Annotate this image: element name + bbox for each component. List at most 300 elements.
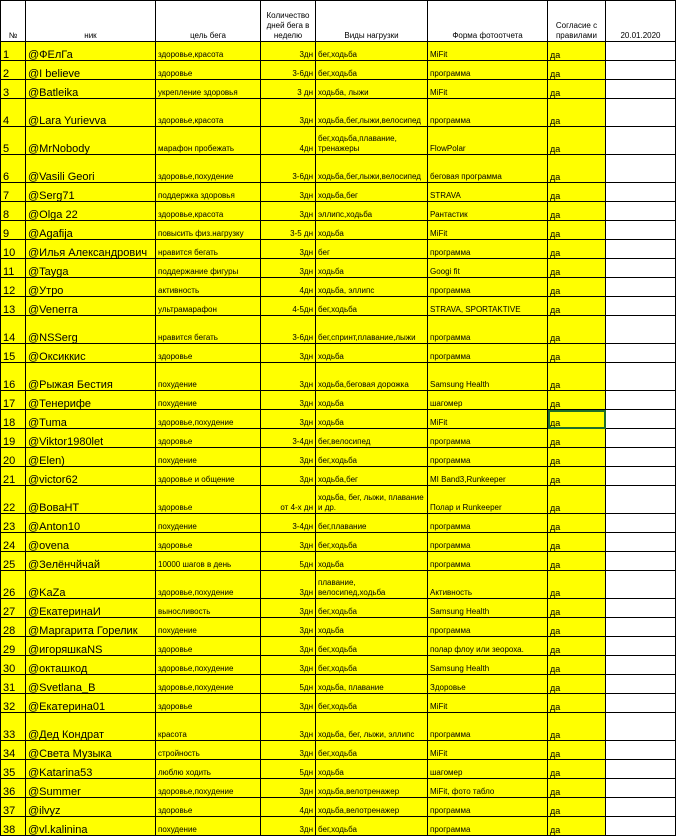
- cell-days[interactable]: 3дн: [261, 99, 316, 127]
- cell-types[interactable]: бег,ходьба: [316, 599, 428, 618]
- cell-days[interactable]: 3-4дн: [261, 429, 316, 448]
- cell-nick[interactable]: @KaZa: [26, 571, 156, 599]
- cell-types[interactable]: ходьба, эллипс: [316, 278, 428, 297]
- cell-date[interactable]: [606, 278, 676, 297]
- cell-nick[interactable]: @ЕкатеринаИ: [26, 599, 156, 618]
- cell-types[interactable]: бег,ходьба: [316, 61, 428, 80]
- cell-report[interactable]: Активность: [428, 571, 548, 599]
- cell-date[interactable]: [606, 675, 676, 694]
- cell-date[interactable]: [606, 571, 676, 599]
- cell-num[interactable]: 1: [1, 42, 26, 61]
- cell-num[interactable]: 36: [1, 779, 26, 798]
- cell-ok[interactable]: да: [548, 155, 606, 183]
- cell-types[interactable]: ходьба, бег, лыжи, плавание и др.: [316, 486, 428, 514]
- cell-date[interactable]: [606, 741, 676, 760]
- cell-report[interactable]: STRAVA: [428, 183, 548, 202]
- cell-date[interactable]: [606, 779, 676, 798]
- cell-num[interactable]: 21: [1, 467, 26, 486]
- cell-ok[interactable]: да: [548, 183, 606, 202]
- cell-report[interactable]: программа: [428, 514, 548, 533]
- cell-date[interactable]: [606, 183, 676, 202]
- cell-num[interactable]: 17: [1, 391, 26, 410]
- cell-days[interactable]: 3 дн: [261, 80, 316, 99]
- cell-num[interactable]: 10: [1, 240, 26, 259]
- cell-days[interactable]: 5дн: [261, 760, 316, 779]
- cell-goal[interactable]: люблю ходить: [156, 760, 261, 779]
- cell-date[interactable]: [606, 618, 676, 637]
- cell-num[interactable]: 6: [1, 155, 26, 183]
- cell-report[interactable]: программа: [428, 61, 548, 80]
- cell-goal[interactable]: здоровье,похудение: [156, 410, 261, 429]
- cell-days[interactable]: 3дн: [261, 618, 316, 637]
- cell-ok[interactable]: да: [548, 675, 606, 694]
- cell-types[interactable]: ходьба: [316, 760, 428, 779]
- cell-types[interactable]: плавание, велосипед,ходьба: [316, 571, 428, 599]
- cell-ok[interactable]: да: [548, 42, 606, 61]
- cell-report[interactable]: MI Band3,Runkeeper: [428, 467, 548, 486]
- cell-types[interactable]: бег,спринт,плавание,лыжи: [316, 316, 428, 344]
- cell-goal[interactable]: активность: [156, 278, 261, 297]
- cell-goal[interactable]: здоровье: [156, 637, 261, 656]
- cell-goal[interactable]: здоровье: [156, 344, 261, 363]
- cell-days[interactable]: 3-5 дн: [261, 221, 316, 240]
- cell-nick[interactable]: @Утро: [26, 278, 156, 297]
- cell-types[interactable]: ходьба: [316, 618, 428, 637]
- cell-num[interactable]: 15: [1, 344, 26, 363]
- cell-goal[interactable]: повысить физ.нагрузку: [156, 221, 261, 240]
- cell-report[interactable]: MiFit: [428, 80, 548, 99]
- cell-num[interactable]: 20: [1, 448, 26, 467]
- cell-goal[interactable]: 10000 шагов в день: [156, 552, 261, 571]
- cell-date[interactable]: [606, 599, 676, 618]
- cell-goal[interactable]: похудение: [156, 514, 261, 533]
- cell-nick[interactable]: @Agafija: [26, 221, 156, 240]
- cell-num[interactable]: 28: [1, 618, 26, 637]
- cell-days[interactable]: 4-5дн: [261, 297, 316, 316]
- cell-days[interactable]: 3дн: [261, 713, 316, 741]
- cell-days[interactable]: 3дн: [261, 448, 316, 467]
- cell-date[interactable]: [606, 694, 676, 713]
- cell-types[interactable]: ходьба, лыжи: [316, 80, 428, 99]
- cell-date[interactable]: [606, 221, 676, 240]
- cell-types[interactable]: бег,ходьба: [316, 42, 428, 61]
- cell-date[interactable]: [606, 259, 676, 278]
- cell-types[interactable]: бег,плавание: [316, 514, 428, 533]
- cell-nick[interactable]: @NSSerg: [26, 316, 156, 344]
- cell-date[interactable]: [606, 297, 676, 316]
- cell-num[interactable]: 32: [1, 694, 26, 713]
- cell-types[interactable]: ходьба,бег,лыжи,велосипед: [316, 99, 428, 127]
- cell-num[interactable]: 23: [1, 514, 26, 533]
- cell-days[interactable]: 3дн: [261, 571, 316, 599]
- cell-nick[interactable]: @ВоваНТ: [26, 486, 156, 514]
- cell-ok[interactable]: да: [548, 80, 606, 99]
- cell-nick[interactable]: @Elen): [26, 448, 156, 467]
- cell-days[interactable]: 5дн: [261, 552, 316, 571]
- cell-date[interactable]: [606, 637, 676, 656]
- header-cell-num[interactable]: №: [1, 1, 26, 42]
- cell-types[interactable]: бег,ходьба: [316, 297, 428, 316]
- cell-days[interactable]: 3дн: [261, 533, 316, 552]
- cell-ok[interactable]: да: [548, 713, 606, 741]
- cell-ok[interactable]: да: [548, 741, 606, 760]
- cell-days[interactable]: 3дн: [261, 202, 316, 221]
- cell-days[interactable]: 3дн: [261, 637, 316, 656]
- cell-days[interactable]: 3дн: [261, 741, 316, 760]
- cell-days[interactable]: 3-6дн: [261, 61, 316, 80]
- cell-date[interactable]: [606, 202, 676, 221]
- cell-ok[interactable]: да: [548, 552, 606, 571]
- header-cell-agreement[interactable]: Согласие с правилами: [548, 1, 606, 42]
- cell-report[interactable]: шагомер: [428, 760, 548, 779]
- cell-days[interactable]: 4дн: [261, 798, 316, 817]
- cell-report[interactable]: программа: [428, 316, 548, 344]
- cell-num[interactable]: 7: [1, 183, 26, 202]
- cell-date[interactable]: [606, 552, 676, 571]
- cell-days[interactable]: 4дн: [261, 127, 316, 155]
- cell-nick[interactable]: @Svetlana_B: [26, 675, 156, 694]
- cell-date[interactable]: [606, 42, 676, 61]
- cell-nick[interactable]: @Рыжая Бестия: [26, 363, 156, 391]
- cell-days[interactable]: 3дн: [261, 344, 316, 363]
- cell-date[interactable]: [606, 429, 676, 448]
- cell-days[interactable]: 3-6дн: [261, 155, 316, 183]
- cell-nick[interactable]: @Serg71: [26, 183, 156, 202]
- cell-types[interactable]: эллипс,ходьба: [316, 202, 428, 221]
- cell-days[interactable]: 3дн: [261, 656, 316, 675]
- cell-num[interactable]: 31: [1, 675, 26, 694]
- cell-num[interactable]: 4: [1, 99, 26, 127]
- cell-nick[interactable]: @Тенерифе: [26, 391, 156, 410]
- cell-goal[interactable]: похудение: [156, 618, 261, 637]
- cell-nick[interactable]: @Olga 22: [26, 202, 156, 221]
- cell-nick[interactable]: @ФЕлГа: [26, 42, 156, 61]
- cell-days[interactable]: 5дн: [261, 675, 316, 694]
- cell-ok[interactable]: да: [548, 467, 606, 486]
- cell-num[interactable]: 24: [1, 533, 26, 552]
- cell-nick[interactable]: @Света Музыка: [26, 741, 156, 760]
- cell-ok[interactable]: да: [548, 99, 606, 127]
- cell-goal[interactable]: похудение: [156, 363, 261, 391]
- cell-report[interactable]: программа: [428, 278, 548, 297]
- cell-num[interactable]: 5: [1, 127, 26, 155]
- cell-date[interactable]: [606, 127, 676, 155]
- cell-nick[interactable]: @Katarina53: [26, 760, 156, 779]
- cell-nick[interactable]: @Tuma: [26, 410, 156, 429]
- cell-num[interactable]: 27: [1, 599, 26, 618]
- cell-goal[interactable]: марафон пробежать: [156, 127, 261, 155]
- cell-types[interactable]: ходьба: [316, 344, 428, 363]
- cell-goal[interactable]: красота: [156, 713, 261, 741]
- cell-date[interactable]: [606, 533, 676, 552]
- cell-goal[interactable]: здоровье: [156, 61, 261, 80]
- cell-ok[interactable]: да: [548, 486, 606, 514]
- cell-goal[interactable]: похудение: [156, 391, 261, 410]
- cell-goal[interactable]: здоровье и общение: [156, 467, 261, 486]
- cell-num[interactable]: 25: [1, 552, 26, 571]
- cell-ok[interactable]: да: [548, 514, 606, 533]
- cell-num[interactable]: 19: [1, 429, 26, 448]
- cell-nick[interactable]: @victor62: [26, 467, 156, 486]
- cell-nick[interactable]: @Summer: [26, 779, 156, 798]
- cell-ok[interactable]: да: [548, 61, 606, 80]
- cell-types[interactable]: бег,ходьба: [316, 817, 428, 836]
- cell-date[interactable]: [606, 656, 676, 675]
- cell-report[interactable]: MiFit: [428, 741, 548, 760]
- cell-report[interactable]: STRAVA, SPORTAKTIVE: [428, 297, 548, 316]
- cell-goal[interactable]: нравится бегать: [156, 240, 261, 259]
- cell-num[interactable]: 33: [1, 713, 26, 741]
- cell-ok[interactable]: да: [548, 297, 606, 316]
- cell-ok[interactable]: да: [548, 798, 606, 817]
- cell-num[interactable]: 3: [1, 80, 26, 99]
- cell-ok[interactable]: да: [548, 259, 606, 278]
- cell-date[interactable]: [606, 316, 676, 344]
- header-cell-days[interactable]: Количество дней бега в неделю: [261, 1, 316, 42]
- cell-date[interactable]: [606, 363, 676, 391]
- cell-date[interactable]: [606, 61, 676, 80]
- cell-date[interactable]: [606, 467, 676, 486]
- cell-ok[interactable]: да: [548, 278, 606, 297]
- cell-goal[interactable]: ультрамарафон: [156, 297, 261, 316]
- cell-types[interactable]: бег,ходьба: [316, 694, 428, 713]
- cell-num[interactable]: 35: [1, 760, 26, 779]
- cell-num[interactable]: 9: [1, 221, 26, 240]
- cell-date[interactable]: [606, 391, 676, 410]
- cell-date[interactable]: [606, 240, 676, 259]
- cell-date[interactable]: [606, 514, 676, 533]
- header-cell-date[interactable]: 20.01.2020: [606, 1, 676, 42]
- cell-types[interactable]: ходьба: [316, 410, 428, 429]
- cell-goal[interactable]: укрепление здоровья: [156, 80, 261, 99]
- cell-types[interactable]: бег,ходьба: [316, 741, 428, 760]
- cell-nick[interactable]: @Tayga: [26, 259, 156, 278]
- cell-ok[interactable]: да: [548, 127, 606, 155]
- cell-goal[interactable]: похудение: [156, 817, 261, 836]
- cell-nick[interactable]: @Viktor1980let: [26, 429, 156, 448]
- cell-num[interactable]: 29: [1, 637, 26, 656]
- cell-nick[interactable]: @Venerra: [26, 297, 156, 316]
- cell-nick[interactable]: @Екатерина01: [26, 694, 156, 713]
- cell-ok[interactable]: да: [548, 599, 606, 618]
- header-cell-goal[interactable]: цель бега: [156, 1, 261, 42]
- cell-ok[interactable]: да: [548, 779, 606, 798]
- cell-types[interactable]: ходьба: [316, 391, 428, 410]
- cell-num[interactable]: 2: [1, 61, 26, 80]
- cell-nick[interactable]: @Маргарита Горелик: [26, 618, 156, 637]
- cell-types[interactable]: ходьба,велотренажер: [316, 779, 428, 798]
- cell-types[interactable]: ходьба, плавание: [316, 675, 428, 694]
- cell-report[interactable]: Здоровье: [428, 675, 548, 694]
- cell-nick[interactable]: @игоряшкаNS: [26, 637, 156, 656]
- cell-date[interactable]: [606, 486, 676, 514]
- cell-goal[interactable]: здоровье,красота: [156, 202, 261, 221]
- cell-ok[interactable]: да: [548, 429, 606, 448]
- cell-types[interactable]: бег,ходьба: [316, 448, 428, 467]
- cell-num[interactable]: 8: [1, 202, 26, 221]
- cell-nick[interactable]: @vl.kalinina: [26, 817, 156, 836]
- cell-nick[interactable]: @Batleika: [26, 80, 156, 99]
- cell-ok[interactable]: да: [548, 760, 606, 779]
- cell-nick[interactable]: @окташкод: [26, 656, 156, 675]
- cell-types[interactable]: бег,ходьба: [316, 656, 428, 675]
- cell-goal[interactable]: здоровье,похудение: [156, 571, 261, 599]
- cell-report[interactable]: Рантастик: [428, 202, 548, 221]
- cell-nick[interactable]: @Зелёнчйчай: [26, 552, 156, 571]
- cell-types[interactable]: ходьба,бег,лыжи,велосипед: [316, 155, 428, 183]
- cell-goal[interactable]: здоровье: [156, 798, 261, 817]
- cell-report[interactable]: программа: [428, 448, 548, 467]
- cell-report[interactable]: программа: [428, 344, 548, 363]
- cell-num[interactable]: 18: [1, 410, 26, 429]
- cell-num[interactable]: 34: [1, 741, 26, 760]
- cell-num[interactable]: 37: [1, 798, 26, 817]
- cell-report[interactable]: Samsung Health: [428, 656, 548, 675]
- cell-goal[interactable]: похудение: [156, 448, 261, 467]
- cell-num[interactable]: 14: [1, 316, 26, 344]
- cell-date[interactable]: [606, 155, 676, 183]
- cell-ok[interactable]: да: [548, 448, 606, 467]
- cell-report[interactable]: Googi fit: [428, 259, 548, 278]
- cell-ok[interactable]: да: [548, 618, 606, 637]
- cell-days[interactable]: 3дн: [261, 391, 316, 410]
- cell-goal[interactable]: стройность: [156, 741, 261, 760]
- cell-goal[interactable]: выносливость: [156, 599, 261, 618]
- cell-num[interactable]: 26: [1, 571, 26, 599]
- cell-report[interactable]: программа: [428, 99, 548, 127]
- cell-num[interactable]: 38: [1, 817, 26, 836]
- cell-days[interactable]: от 4-х дн: [261, 486, 316, 514]
- cell-report[interactable]: MiFit: [428, 410, 548, 429]
- cell-goal[interactable]: здоровье: [156, 533, 261, 552]
- cell-report[interactable]: Samsung Health: [428, 363, 548, 391]
- cell-date[interactable]: [606, 448, 676, 467]
- cell-report[interactable]: MiFit: [428, 221, 548, 240]
- cell-days[interactable]: 3дн: [261, 42, 316, 61]
- cell-nick[interactable]: @ovena: [26, 533, 156, 552]
- cell-report[interactable]: программа: [428, 713, 548, 741]
- cell-goal[interactable]: здоровье,похудение: [156, 675, 261, 694]
- cell-report[interactable]: MiFit: [428, 42, 548, 61]
- cell-ok[interactable]: да: [548, 391, 606, 410]
- cell-types[interactable]: ходьба,бег: [316, 183, 428, 202]
- cell-report[interactable]: полар флоу или зеороха.: [428, 637, 548, 656]
- cell-days[interactable]: 3дн: [261, 694, 316, 713]
- cell-goal[interactable]: нравится бегать: [156, 316, 261, 344]
- cell-date[interactable]: [606, 410, 676, 429]
- cell-date[interactable]: [606, 817, 676, 836]
- cell-goal[interactable]: здоровье: [156, 429, 261, 448]
- cell-ok[interactable]: да: [548, 533, 606, 552]
- cell-goal[interactable]: здоровье,красота: [156, 99, 261, 127]
- cell-report[interactable]: программа: [428, 618, 548, 637]
- header-cell-nick[interactable]: ник: [26, 1, 156, 42]
- cell-nick[interactable]: @Anton10: [26, 514, 156, 533]
- cell-report[interactable]: программа: [428, 240, 548, 259]
- cell-goal[interactable]: здоровье: [156, 486, 261, 514]
- cell-days[interactable]: 3дн: [261, 599, 316, 618]
- cell-report[interactable]: MiFit: [428, 694, 548, 713]
- cell-ok[interactable]: да: [548, 316, 606, 344]
- cell-types[interactable]: бег,ходьба: [316, 637, 428, 656]
- cell-days[interactable]: 3дн: [261, 779, 316, 798]
- cell-ok[interactable]: да: [548, 221, 606, 240]
- cell-days[interactable]: 3дн: [261, 240, 316, 259]
- cell-goal[interactable]: здоровье,похудение: [156, 779, 261, 798]
- cell-ok[interactable]: да: [548, 240, 606, 259]
- cell-days[interactable]: 3дн: [261, 259, 316, 278]
- cell-ok[interactable]: да: [548, 637, 606, 656]
- cell-days[interactable]: 3-6дн: [261, 316, 316, 344]
- cell-num[interactable]: 30: [1, 656, 26, 675]
- cell-ok[interactable]: да: [548, 410, 606, 429]
- cell-num[interactable]: 13: [1, 297, 26, 316]
- cell-ok[interactable]: да: [548, 817, 606, 836]
- cell-days[interactable]: 4дн: [261, 278, 316, 297]
- cell-num[interactable]: 22: [1, 486, 26, 514]
- cell-nick[interactable]: @Дед Кондрат: [26, 713, 156, 741]
- cell-goal[interactable]: здоровье,похудение: [156, 656, 261, 675]
- cell-types[interactable]: ходьба,бег: [316, 467, 428, 486]
- cell-date[interactable]: [606, 99, 676, 127]
- cell-days[interactable]: 3дн: [261, 363, 316, 391]
- cell-goal[interactable]: поддержка здоровья: [156, 183, 261, 202]
- cell-nick[interactable]: @Илья Александрович: [26, 240, 156, 259]
- cell-ok[interactable]: да: [548, 656, 606, 675]
- cell-goal[interactable]: здоровье,красота: [156, 42, 261, 61]
- cell-days[interactable]: 3дн: [261, 817, 316, 836]
- cell-nick[interactable]: @ilvyz: [26, 798, 156, 817]
- cell-types[interactable]: бег,ходьба: [316, 533, 428, 552]
- cell-date[interactable]: [606, 80, 676, 99]
- cell-types[interactable]: бег,велосипед: [316, 429, 428, 448]
- cell-date[interactable]: [606, 344, 676, 363]
- cell-ok[interactable]: да: [548, 344, 606, 363]
- cell-ok[interactable]: да: [548, 363, 606, 391]
- header-cell-report[interactable]: Форма фотоотчета: [428, 1, 548, 42]
- cell-date[interactable]: [606, 798, 676, 817]
- cell-ok[interactable]: да: [548, 571, 606, 599]
- cell-report[interactable]: программа: [428, 533, 548, 552]
- cell-types[interactable]: ходьба, бег, лыжи, эллипс: [316, 713, 428, 741]
- header-cell-types[interactable]: Виды нагрузки: [316, 1, 428, 42]
- cell-ok[interactable]: да: [548, 202, 606, 221]
- cell-report[interactable]: программа: [428, 798, 548, 817]
- cell-report[interactable]: программа: [428, 429, 548, 448]
- cell-report[interactable]: шагомер: [428, 391, 548, 410]
- cell-nick[interactable]: @Оксиккис: [26, 344, 156, 363]
- cell-ok[interactable]: да: [548, 694, 606, 713]
- cell-nick[interactable]: @Lara Yurievva: [26, 99, 156, 127]
- cell-report[interactable]: Samsung Health: [428, 599, 548, 618]
- cell-report[interactable]: программа: [428, 552, 548, 571]
- cell-goal[interactable]: здоровье: [156, 694, 261, 713]
- cell-days[interactable]: 3дн: [261, 183, 316, 202]
- cell-types[interactable]: ходьба: [316, 259, 428, 278]
- cell-types[interactable]: бег: [316, 240, 428, 259]
- cell-types[interactable]: ходьба: [316, 552, 428, 571]
- cell-date[interactable]: [606, 713, 676, 741]
- cell-nick[interactable]: @MrNobody: [26, 127, 156, 155]
- cell-days[interactable]: 3дн: [261, 410, 316, 429]
- cell-nick[interactable]: @I believe: [26, 61, 156, 80]
- cell-report[interactable]: беговая программа: [428, 155, 548, 183]
- cell-num[interactable]: 12: [1, 278, 26, 297]
- cell-days[interactable]: 3дн: [261, 467, 316, 486]
- cell-date[interactable]: [606, 760, 676, 779]
- cell-days[interactable]: 3-4дн: [261, 514, 316, 533]
- cell-types[interactable]: ходьба,велотренажер: [316, 798, 428, 817]
